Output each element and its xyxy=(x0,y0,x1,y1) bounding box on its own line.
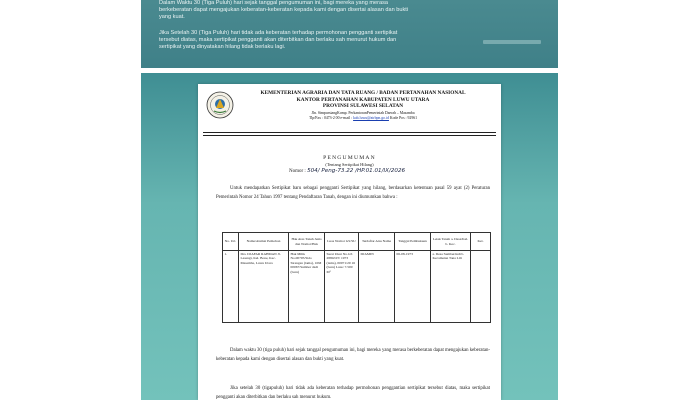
closing-paragraph-1: Dalam waktu 30 (tiga puluh) hari sejak tanggal pengumuman ini, bagi mereka yang merasa berkeberatan dapat mengajukan keberatan-keberatan kepada kami dengan disertai alasan dan bukti yang kuat. xyxy=(216,348,490,363)
cell-no: 1. xyxy=(223,251,239,323)
previous-slide-panel xyxy=(141,0,558,68)
letterhead-address: Jln. SimpursiangKomp. PerkantoranPemerintah Daerah – Masamba xyxy=(311,110,415,115)
header-registered: Terdaftar Atas Nama xyxy=(359,233,395,251)
slide-paragraph-2: Jika Setelah 30 (Tiga Puluh) hari tidak ada keberatan terhadap permohonan pengganti sertipikat tersebut diatas, maka sertipikat pengganti akan diterbitkan dan berlaku sah menurut hukum dan sertipikat yang dinyatakan hilang tidak berlaku lagi. xyxy=(159,30,398,50)
letterhead-ministry: KEMENTERIAN AGRARIA DAN TATA RUANG / BADAN PERTANAHAN NASIONAL xyxy=(260,90,466,96)
letterhead-contact xyxy=(238,116,488,121)
cell-location: a. Desa Sumberdadi b. Kecamatan Tana Lili xyxy=(431,251,471,323)
cell-measure: Surat Ukur No.GS 2880/OT/ 1973 (lama), 00071/20 16 (baru) Luas: 7.500 M² xyxy=(325,251,359,323)
letterhead-rule xyxy=(203,132,496,133)
letterhead-office: KANTOR PERTANAHAN KABUPATEN LUWU UTARA xyxy=(296,96,430,103)
cell-right: Hak Milik No.00705/Sido Sirangan (lama), 10M 00067/Sumber dadi (baru) xyxy=(289,251,325,323)
table-row xyxy=(223,251,491,323)
closing-paragraph-2: Jika setelah 30 (tigapuluh) hari tidak ada keberatan terhadap permohonan penggantian sertipikat tersebut diatas, maka sertipikat pengganti akan diterbitkan dan berlaku sah menurut hukum. xyxy=(216,386,490,400)
announcement-subtitle: (Tentang Sertipikat Hilang) xyxy=(325,162,374,167)
letterhead xyxy=(238,90,488,121)
header-no: No. Urt. xyxy=(223,233,239,251)
cell-date: 06-08-1973 xyxy=(395,251,431,323)
bpn-logo-icon xyxy=(206,91,234,119)
announcement-document xyxy=(198,84,501,400)
header-right: Hak Atas Tanah Jenis dan Nomor/Hak xyxy=(289,233,325,251)
table-header-row xyxy=(223,233,491,251)
number-handwritten: 504/ Peng-73.22 /HP.01.01/IX/2026 xyxy=(307,168,406,174)
cell-registered: DJAMIN xyxy=(359,251,395,323)
contact-postal: Kode Pos : 92961 xyxy=(388,115,418,120)
contact-email: kab.luwu@atrbpn.go.id xyxy=(353,115,389,120)
header-applicant: Nama/Alamat Pemohon xyxy=(239,233,289,251)
announcement-title: PENGUMUMAN xyxy=(323,155,376,161)
header-remark: Ket. xyxy=(471,233,491,251)
letterhead-rule-thin xyxy=(203,135,496,136)
announcement-number xyxy=(289,168,405,174)
cell-remark xyxy=(471,251,491,323)
intro-paragraph: Untuk mendapatkan Sertipikat baru sebagai pengganti Sertipikat yang hilang, berdasarkan ketentuan pasal 59 ayat (2) Peraturan Pemerintah Nomor 24 Tahun 1997 tentang Pendaftaran Tanah, dengan ini diumumkan bahwa : xyxy=(216,186,490,201)
cell-applicant: Drs. DJAFAR RAHMAN Jl. Lasangi, Kel. Bone, Kec. Masamba, Luwu Utara xyxy=(239,251,289,323)
certificate-table xyxy=(222,232,491,323)
contact-phone: Tlp/Fax : 0473-2 00 e-mail : xyxy=(308,115,354,120)
slide-paragraph-1: Dalam Waktu 30 (Tiga Puluh) hari sejak tanggal pengumuman ini, bagi mereka yang merasa berkeberatan dapat mengajukan keberatan-keberatan kepada kami dengan disertai alasan dan bukti yang kuat. xyxy=(159,0,409,20)
number-label: Nomor : xyxy=(289,169,306,174)
header-date: Tanggal Pembukuan xyxy=(395,233,431,251)
slide-mark xyxy=(483,40,541,44)
header-location: Letak Tanah a. Desa/Kel. b. Kec. xyxy=(431,233,471,251)
header-measure: Luas Nomor GS/SU xyxy=(325,233,359,251)
letterhead-province: PROVINSI SULAWESI SELATAN xyxy=(322,103,404,109)
